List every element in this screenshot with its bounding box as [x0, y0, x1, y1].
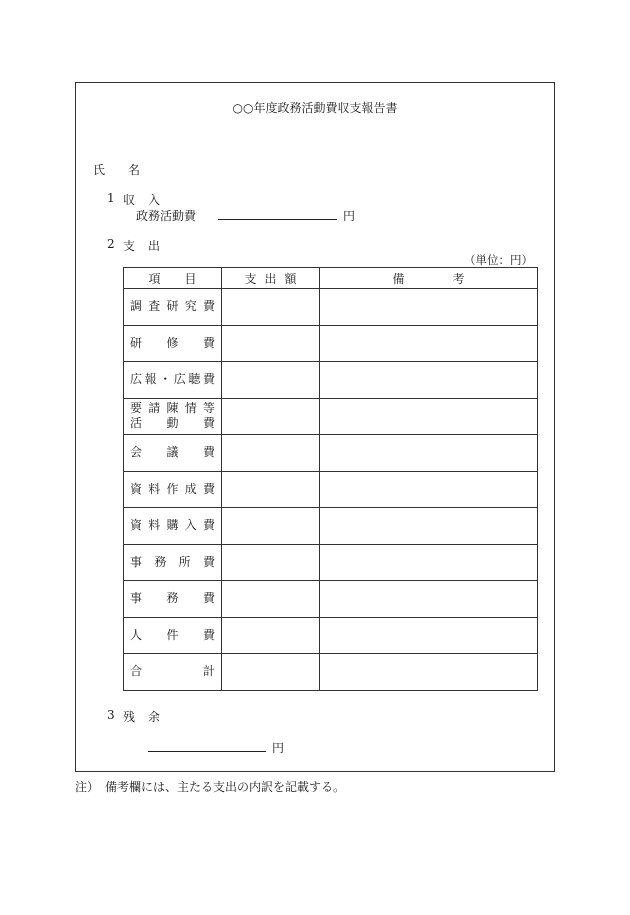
- name-label-1: 氏: [93, 163, 106, 177]
- header-item: 項 目: [124, 268, 222, 289]
- income-heading-number: 1: [107, 191, 115, 205]
- row-item-label: 人 件 費: [124, 617, 222, 654]
- table-row: [124, 325, 538, 362]
- footnote: 注） 備考欄には、主たる支出の内訳を記載する。: [75, 780, 346, 794]
- remarks-cell[interactable]: [320, 617, 538, 654]
- remarks-cell[interactable]: [320, 508, 538, 545]
- balance-heading-2: 余: [148, 710, 161, 724]
- row-item-label: 資 料 作 成 費: [124, 471, 222, 508]
- expense-heading-1: 支: [123, 239, 136, 253]
- remarks-cell[interactable]: [320, 435, 538, 472]
- table-row: [124, 435, 538, 472]
- table-row: [124, 581, 538, 618]
- row-item-label: 資 料 購 入 費: [124, 508, 222, 545]
- remarks-cell[interactable]: [320, 581, 538, 618]
- expense-table: [123, 267, 538, 691]
- row-item-label: 事 務 所 費: [124, 544, 222, 581]
- balance-heading-number: 3: [107, 708, 115, 722]
- balance-amount-line: [148, 751, 266, 752]
- income-unit: 円: [343, 209, 356, 223]
- amount-cell[interactable]: [222, 325, 320, 362]
- amount-cell[interactable]: [222, 654, 320, 691]
- row-item-label: 事 務 費: [124, 581, 222, 618]
- table-row: [124, 471, 538, 508]
- amount-cell[interactable]: [222, 435, 320, 472]
- table-row: [124, 289, 538, 326]
- amount-cell[interactable]: [222, 398, 320, 435]
- remarks-cell[interactable]: [320, 398, 538, 435]
- row-item-label: 調 査 研 究 費: [124, 289, 222, 326]
- table-row: [124, 508, 538, 545]
- row-item-label: 研 修 費: [124, 325, 222, 362]
- amount-cell[interactable]: [222, 362, 320, 399]
- table-header-row: [124, 268, 538, 289]
- expense-heading-number: 2: [107, 237, 115, 251]
- remarks-cell[interactable]: [320, 544, 538, 581]
- unit-note: （単位：円）: [464, 253, 533, 267]
- amount-cell[interactable]: [222, 289, 320, 326]
- remarks-cell[interactable]: [320, 362, 538, 399]
- balance-unit: 円: [272, 741, 285, 755]
- header-amount: 支 出 額: [222, 268, 320, 289]
- name-label-2: 名: [128, 163, 141, 177]
- income-item-label: 政務活動費: [136, 209, 197, 223]
- table-row: [124, 654, 538, 691]
- amount-cell[interactable]: [222, 581, 320, 618]
- table-row: [124, 362, 538, 399]
- report-title: ○○年度政務活動費収支報告書: [232, 101, 398, 115]
- income-heading-1: 収: [123, 193, 136, 207]
- amount-cell[interactable]: [222, 617, 320, 654]
- balance-heading-1: 残: [123, 710, 136, 724]
- row-item-label: 広 報 ・ 広 聴 費: [124, 362, 222, 399]
- row-item-label: 合 計: [124, 654, 222, 691]
- amount-cell[interactable]: [222, 544, 320, 581]
- header-remarks: 備 考: [320, 268, 538, 289]
- amount-cell[interactable]: [222, 471, 320, 508]
- remarks-cell[interactable]: [320, 289, 538, 326]
- row-item-label: 要 請 陳 情 等 活 動 費: [124, 398, 222, 435]
- amount-cell[interactable]: [222, 508, 320, 545]
- row-item-label: 会 議 費: [124, 435, 222, 472]
- table-row: [124, 398, 538, 435]
- income-heading-2: 入: [148, 193, 161, 207]
- table-row: [124, 544, 538, 581]
- report-form: [75, 82, 555, 772]
- income-amount-line: [218, 219, 337, 220]
- remarks-cell[interactable]: [320, 654, 538, 691]
- remarks-cell[interactable]: [320, 325, 538, 362]
- table-row: [124, 617, 538, 654]
- expense-heading-2: 出: [148, 239, 161, 253]
- remarks-cell[interactable]: [320, 471, 538, 508]
